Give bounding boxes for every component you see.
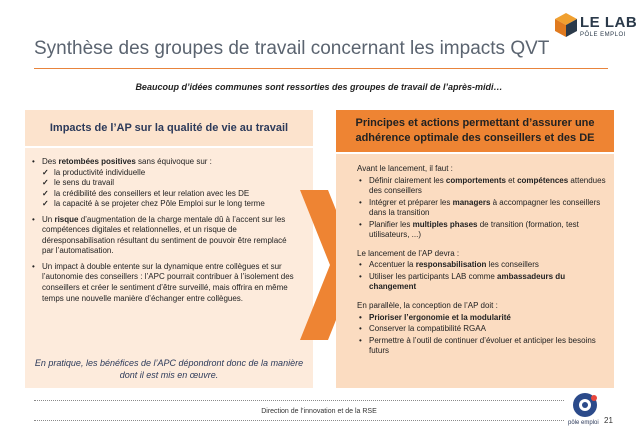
le-lab-logo [554, 8, 638, 50]
list-item: • Un risque d’augmentation de la charge mentale dû à l’accent sur les compétences digitales et relationnelles, et un risque de déresponsabilisation résultant du sentiment de pouvoir être remplacé par l’automatisation. [30, 215, 300, 257]
left-panel-heading: Impacts de l’AP sur la qualité de vie au travail [25, 110, 313, 146]
section-intro: Le lancement de l’AP devra : [357, 248, 460, 258]
list-item: • Intégrer et préparer les managers à accompagner les conseillers dans la transition [357, 198, 607, 219]
list-item: • Des retombées positives sans équivoque sur : [30, 157, 300, 168]
check-item: ✓ la capacité à se projeter chez Pôle Emploi sur le long terme [30, 199, 300, 210]
title-underline [34, 68, 608, 69]
section-intro: En parallèle, la conception de l’AP doit : [357, 301, 498, 311]
impacts-list [30, 154, 300, 304]
footer-text: Direction de l’innovation et de la RSE [261, 408, 377, 415]
cube-icon [554, 12, 578, 38]
list-item: • Définir clairement les comportements et compétences attendues des conseillers [357, 176, 607, 197]
list-item: • Planifier les multiples phases de transition (formation, test utilisateurs, ...) [357, 220, 607, 241]
list-item: • Prioriser l’ergonomie et la modularité [357, 313, 607, 324]
slide-subtitle: Beaucoup d’idées communes sont ressorties des groupes de travail de l’après-midi… [135, 82, 503, 92]
pole-emploi-text: pôle emploi [568, 420, 599, 426]
list-item: • Conserver la compatibilité RGAA [357, 324, 607, 335]
check-item: ✓ la productivité individuelle [30, 168, 300, 179]
right-panel-heading: Principes et actions permettant d’assurer une adhérence optimale des conseillers et des DE [336, 110, 614, 152]
actions-list [357, 164, 607, 357]
conclusion-text: En pratique, les bénéfices de l’APC dépondront donc de la manière dont il est mis en œuvre. [34, 358, 304, 381]
page-number: 21 [604, 416, 613, 425]
section-intro: Avant le lancement, il faut : [357, 164, 453, 173]
list-item: • Utiliser les participants LAB comme ambassadeurs du changement [357, 272, 607, 293]
check-item: ✓ le sens du travail [30, 178, 300, 189]
list-item: • Un impact à double entente sur la dynamique entre collègues et sur l’autonomie des conseillers : l’APC pourrait contribuer à l’isolement des conseillers et créer le sentiment d’être surveillé, mais offrira en même temps une nouvelle manière d’échanger entre collègues. [30, 262, 300, 304]
logo-main-text: LE LAB [580, 14, 638, 31]
pole-emploi-icon [568, 392, 602, 420]
check-item: ✓ la crédibilité des conseillers et leur relation avec les DE [30, 189, 300, 200]
pole-emploi-logo [568, 392, 602, 428]
list-item: • Permettre à l’outil de continuer d’évoluer et anticiper les besoins futurs [357, 336, 607, 357]
list-item: • Accentuer la responsabilisation les conseillers [357, 260, 607, 271]
footer-divider [34, 400, 564, 401]
logo-sub-text: PÔLE EMPLOI [580, 32, 626, 38]
page-title: Synthèse des groupes de travail concernant les impacts QVT [34, 38, 550, 59]
footer-divider [34, 420, 564, 421]
